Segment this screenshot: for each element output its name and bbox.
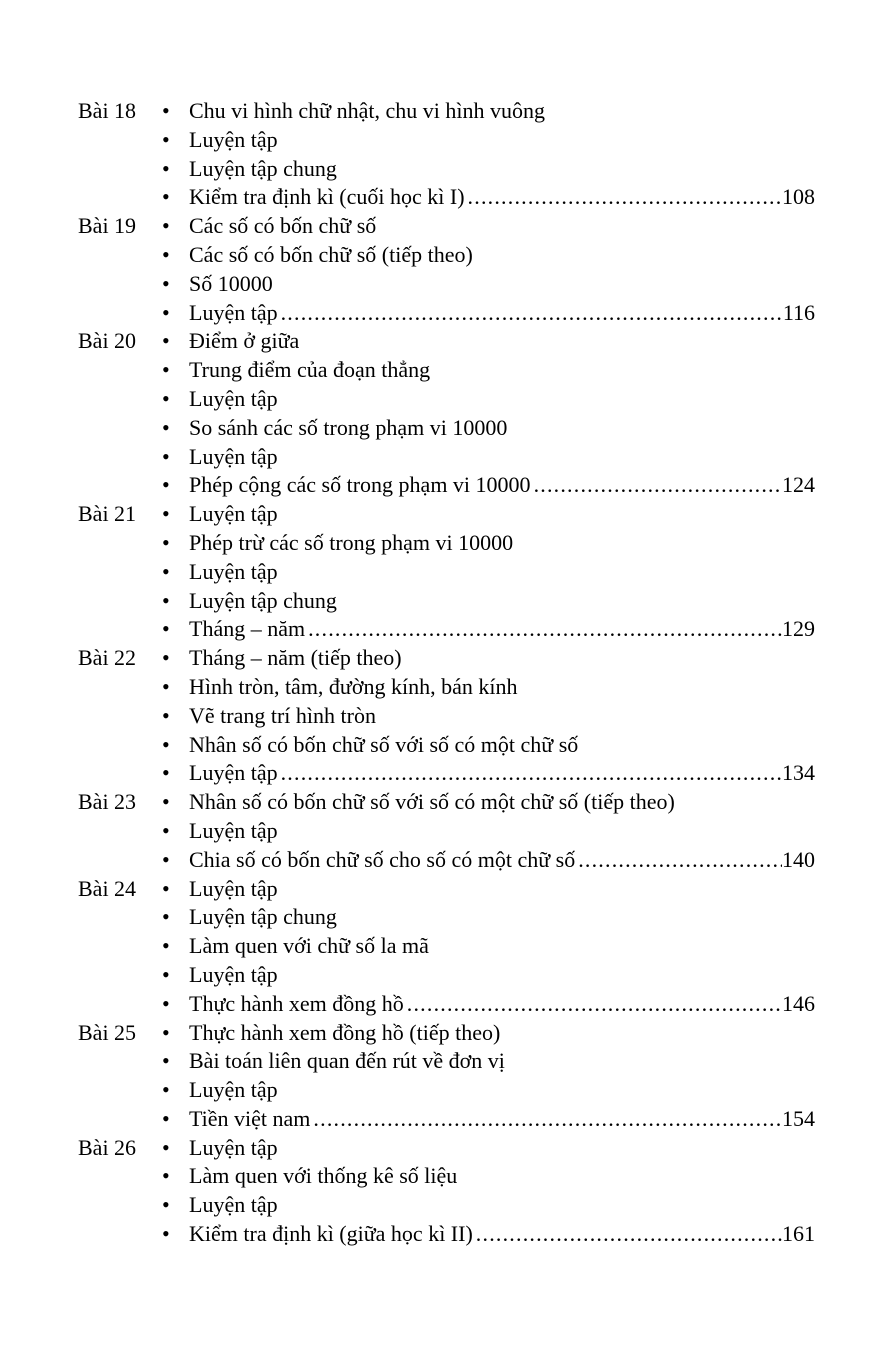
bullet-icon: • (162, 961, 170, 987)
lesson-items (162, 1134, 815, 1249)
toc-entry-title: Tháng – năm (tiếp theo) (189, 645, 402, 671)
lesson-label: Bài 24 (78, 875, 137, 901)
toc-entry-title: Luyện tập chung (189, 155, 337, 181)
bullet-icon: • (162, 904, 170, 930)
toc-entry-title: Phép cộng các số trong phạm vi 10000 (189, 472, 531, 498)
toc-entry (162, 212, 815, 241)
bullet-icon: • (162, 241, 170, 267)
dot-leader-icon (476, 1220, 782, 1249)
toc-entry-title: Làm quen với thống kê số liệu (189, 1163, 458, 1189)
toc-entry (162, 932, 815, 961)
toc-entry (162, 356, 815, 385)
toc-entry (162, 270, 815, 299)
bullet-icon: • (162, 1163, 170, 1189)
toc-section (78, 1019, 815, 1134)
lesson-items (162, 97, 815, 212)
bullet-icon: • (162, 990, 170, 1016)
toc-entry (162, 817, 815, 846)
lesson-label: Bài 20 (78, 328, 137, 354)
lesson-items (162, 327, 815, 500)
toc-entry-title: Luyện tập (189, 126, 278, 152)
toc-section (78, 212, 815, 327)
toc-entry (162, 990, 815, 1019)
toc-entry-title: Tiền việt nam (189, 1105, 311, 1131)
bullet-icon: • (162, 587, 170, 613)
bullet-icon: • (162, 98, 170, 123)
toc-entry (162, 1019, 815, 1048)
lesson-items (162, 788, 815, 874)
toc-entry (162, 1134, 815, 1163)
lesson-items (162, 875, 815, 1019)
toc-entry-title: Nhân số có bốn chữ số với số có một chữ số (189, 731, 579, 757)
toc-entry-title: Chia số có bốn chữ số cho số có một chữ số (189, 846, 576, 872)
toc-entry-title: Bài toán liên quan đến rút về đơn vị (189, 1048, 505, 1074)
toc-entry-title: Luyện tập (189, 817, 278, 843)
bullet-icon: • (162, 299, 170, 325)
toc-entry (162, 673, 815, 702)
toc-entry (162, 846, 815, 875)
lesson-label: Bài 22 (78, 645, 137, 671)
bullet-icon: • (162, 673, 170, 699)
lesson-label: Bài 25 (78, 1019, 137, 1045)
toc-entry-title: Kiểm tra định kì (giữa học kì II) (189, 1221, 473, 1247)
table-of-contents (78, 97, 815, 1249)
toc-entry (162, 731, 815, 760)
bullet-icon: • (162, 558, 170, 584)
toc-entry-title: Nhân số có bốn chữ số với số có một chữ số (tiếp theo) (189, 789, 675, 815)
toc-entry (162, 385, 815, 414)
toc-entry (162, 587, 815, 616)
toc-entry (162, 155, 815, 184)
toc-entry-title: Phép trừ các số trong phạm vi 10000 (189, 529, 514, 555)
toc-entry (162, 1076, 815, 1105)
bullet-icon: • (162, 789, 170, 815)
toc-entry (162, 558, 815, 587)
toc-entry-title: Hình tròn, tâm, đường kính, bán kính (189, 673, 518, 699)
toc-entry-title: Luyện tập (189, 443, 278, 469)
toc-entry (162, 299, 815, 328)
toc-entry-title: Vẽ trang trí hình tròn (189, 702, 376, 728)
bullet-icon: • (162, 385, 170, 411)
toc-entry (162, 443, 815, 472)
bullet-icon: • (162, 529, 170, 555)
toc-entry-page: 116 (782, 299, 815, 325)
toc-entry (162, 1047, 815, 1076)
toc-entry-title: Luyện tập chung (189, 587, 337, 613)
dot-leader-icon (407, 990, 782, 1019)
toc-entry (162, 471, 815, 500)
lesson-label: Bài 26 (78, 1134, 137, 1160)
toc-entry-page: 154 (782, 1105, 815, 1131)
bullet-icon: • (162, 1192, 170, 1218)
dot-leader-icon (578, 846, 782, 875)
toc-entry-title: Kiểm tra định kì (cuối học kì I) (189, 184, 465, 210)
bullet-icon: • (162, 731, 170, 757)
toc-entry (162, 875, 815, 904)
dot-leader-icon (468, 183, 782, 212)
toc-section (78, 788, 815, 874)
lesson-items (162, 212, 815, 327)
bullet-icon: • (162, 328, 170, 354)
bullet-icon: • (162, 817, 170, 843)
toc-entry (162, 97, 815, 126)
toc-entry-title: Luyện tập (189, 760, 278, 786)
bullet-icon: • (162, 1105, 170, 1131)
toc-entry-title: So sánh các số trong phạm vi 10000 (189, 414, 508, 440)
lesson-items (162, 1019, 815, 1134)
toc-entry-page: 108 (782, 184, 815, 210)
toc-entry-title: Các số có bốn chữ số (189, 213, 377, 239)
lesson-label: Bài 18 (78, 98, 137, 123)
dot-leader-icon (534, 471, 782, 500)
lesson-label: Bài 21 (78, 501, 137, 527)
toc-entry-title: Luyện tập (189, 1134, 278, 1160)
bullet-icon: • (162, 414, 170, 440)
bullet-icon: • (162, 846, 170, 872)
bullet-icon: • (162, 1221, 170, 1247)
toc-section (78, 327, 815, 500)
bullet-icon: • (162, 184, 170, 210)
toc-entry-page: 134 (782, 760, 815, 786)
lesson-label: Bài 23 (78, 789, 137, 815)
toc-entry-title: Thực hành xem đồng hồ (tiếp theo) (189, 1019, 501, 1045)
bullet-icon: • (162, 645, 170, 671)
toc-section (78, 97, 815, 212)
toc-entry-page: 129 (782, 616, 815, 642)
bullet-icon: • (162, 1077, 170, 1103)
toc-entry (162, 903, 815, 932)
toc-entry (162, 644, 815, 673)
toc-entry-page: 146 (782, 990, 815, 1016)
dot-leader-icon (308, 615, 782, 644)
toc-entry-title: Luyện tập (189, 385, 278, 411)
bullet-icon: • (162, 472, 170, 498)
bullet-icon: • (162, 126, 170, 152)
toc-entry (162, 961, 815, 990)
lesson-items (162, 644, 815, 788)
lesson-label: Bài 19 (78, 213, 137, 239)
toc-entry-title: Luyện tập (189, 1077, 278, 1103)
toc-entry-title: Luyện tập chung (189, 904, 337, 930)
toc-section (78, 1134, 815, 1249)
bullet-icon: • (162, 702, 170, 728)
toc-entry (162, 615, 815, 644)
toc-entry (162, 1220, 815, 1249)
toc-entry-title: Tháng – năm (189, 616, 306, 642)
toc-entry-title: Điểm ở giữa (189, 328, 300, 354)
toc-entry-title: Luyện tập (189, 299, 278, 325)
lesson-items (162, 500, 815, 644)
toc-entry-title: Chu vi hình chữ nhật, chu vi hình vuông (189, 98, 545, 123)
toc-entry-title: Làm quen với chữ số la mã (189, 933, 429, 959)
bullet-icon: • (162, 616, 170, 642)
toc-entry (162, 1162, 815, 1191)
toc-section (78, 644, 815, 788)
toc-entry-title: Luyện tập (189, 961, 278, 987)
toc-section (78, 875, 815, 1019)
bullet-icon: • (162, 1134, 170, 1160)
bullet-icon: • (162, 270, 170, 296)
toc-entry-title: Thực hành xem đồng hồ (189, 990, 404, 1016)
toc-entry (162, 414, 815, 443)
bullet-icon: • (162, 155, 170, 181)
toc-entry-title: Luyện tập (189, 875, 278, 901)
toc-section (78, 500, 815, 644)
toc-entry (162, 702, 815, 731)
bullet-icon: • (162, 213, 170, 239)
toc-entry (162, 1105, 815, 1134)
toc-entry-title: Luyện tập (189, 501, 278, 527)
toc-entry (162, 529, 815, 558)
bullet-icon: • (162, 443, 170, 469)
toc-entry (162, 1191, 815, 1220)
bullet-icon: • (162, 501, 170, 527)
toc-entry (162, 126, 815, 155)
bullet-icon: • (162, 760, 170, 786)
toc-entry-title: Số 10000 (189, 270, 273, 296)
toc-entry-title: Luyện tập (189, 1192, 278, 1218)
bullet-icon: • (162, 1019, 170, 1045)
dot-leader-icon (313, 1105, 782, 1134)
toc-entry-title: Luyện tập (189, 558, 278, 584)
dot-leader-icon (281, 759, 782, 788)
bullet-icon: • (162, 933, 170, 959)
bullet-icon: • (162, 1048, 170, 1074)
toc-entry-page: 124 (782, 472, 815, 498)
toc-entry (162, 241, 815, 270)
dot-leader-icon (281, 299, 783, 328)
toc-entry-page: 140 (782, 846, 815, 872)
toc-entry (162, 759, 815, 788)
toc-entry-page: 161 (782, 1221, 815, 1247)
bullet-icon: • (162, 357, 170, 383)
toc-entry (162, 327, 815, 356)
toc-entry (162, 788, 815, 817)
toc-entry-title: Các số có bốn chữ số (tiếp theo) (189, 241, 473, 267)
toc-entry (162, 500, 815, 529)
toc-entry-title: Trung điểm của đoạn thẳng (189, 357, 431, 383)
toc-entry (162, 183, 815, 212)
bullet-icon: • (162, 875, 170, 901)
